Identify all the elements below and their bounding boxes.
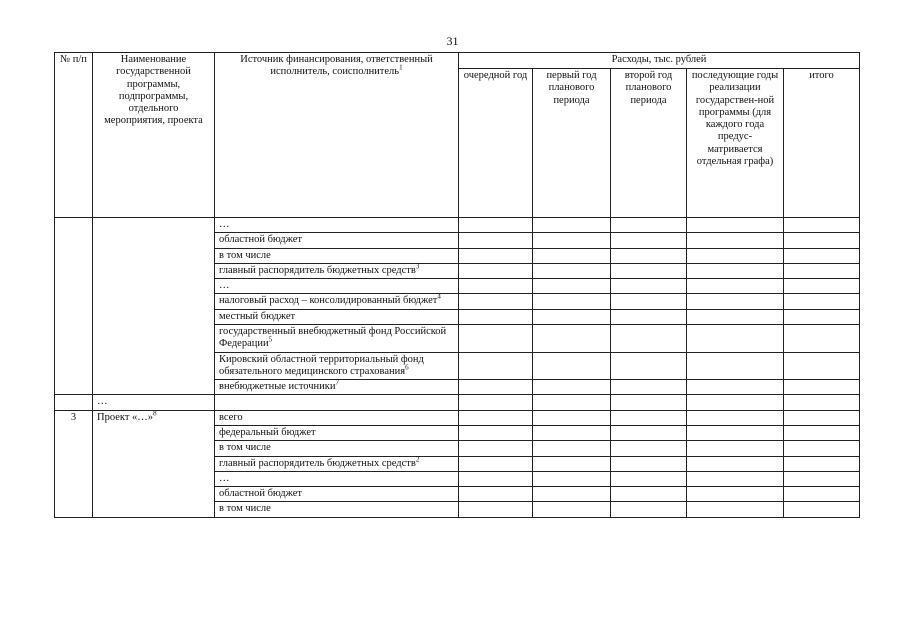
source-cell [215,395,459,410]
source-cell [215,324,459,352]
source-text: … [219,280,230,292]
header-source-text: Источник финансирования, ответственный исполнитель, соисполнитель [240,54,433,78]
value-cell [533,395,611,410]
value-cell [459,279,533,294]
block1-body [55,218,860,411]
source-cell [215,410,459,425]
value-cell [687,294,784,309]
value-cell [459,487,533,502]
footnote-mark: 6 [405,363,409,372]
row-number-cell [55,395,93,410]
source-cell [215,456,459,471]
project-body [55,410,860,517]
source-cell [215,441,459,456]
value-cell [611,263,687,278]
value-cell [687,309,784,324]
value-cell [459,263,533,278]
header-name: Наименование государственной программы, подпрограммы, отдельного мероприятия, проекта [93,53,215,218]
source-cell [215,294,459,309]
value-cell [611,456,687,471]
value-cell [459,425,533,440]
table-row [55,410,860,425]
value-cell [687,425,784,440]
value-cell [611,471,687,486]
value-cell [611,487,687,502]
value-cell [533,233,611,248]
value-cell [533,410,611,425]
project-number: 3 [55,410,93,517]
footnote-mark: 8 [153,409,157,418]
page-number: 31 [446,34,459,48]
value-cell [611,441,687,456]
value-cell [533,263,611,278]
value-cell [533,309,611,324]
value-cell [611,502,687,517]
value-cell [611,309,687,324]
value-cell [611,380,687,395]
value-cell [784,294,860,309]
value-cell [459,410,533,425]
value-cell [687,380,784,395]
ellipsis-row [55,395,860,410]
table-row [55,218,860,233]
value-cell [687,324,784,352]
source-text: в том числе [219,442,271,454]
header-expenses: Расходы, тыс. рублей [459,53,860,69]
value-cell [459,324,533,352]
value-cell [687,487,784,502]
footnote-mark: 3 [415,262,420,271]
source-cell [215,263,459,278]
value-cell [784,456,860,471]
source-cell [215,352,459,380]
value-cell [533,487,611,502]
value-cell [687,352,784,380]
header-total: итого [784,69,860,218]
source-text: в том числе [219,503,271,515]
value-cell [459,352,533,380]
value-cell [784,324,860,352]
source-text: Кировский областной территориальный фонд обязательного медицинского страхования [219,353,424,377]
header-second-plan-year: второй год планового периода [611,69,687,218]
value-cell [533,279,611,294]
footnote-mark: 4 [437,292,441,301]
project-name [93,410,215,517]
footnote-mark: 7 [335,378,340,387]
value-cell [459,380,533,395]
value-cell [687,441,784,456]
value-cell [687,395,784,410]
source-cell [215,502,459,517]
header-number: № п/п [55,53,93,218]
header-source [215,53,459,218]
value-cell [687,248,784,263]
value-cell [784,279,860,294]
value-cell [533,456,611,471]
footnote-mark: 1 [399,63,403,72]
footnote-mark: 5 [268,335,273,344]
source-text: … [219,472,230,484]
source-text: государственный внебюджетный фонд Российской Федерации [219,325,447,350]
value-cell [533,248,611,263]
value-cell [784,218,860,233]
source-cell [215,471,459,486]
value-cell [533,471,611,486]
value-cell [687,279,784,294]
value-cell [611,279,687,294]
value-cell [687,471,784,486]
source-cell [215,380,459,395]
value-cell [611,352,687,380]
source-cell [215,425,459,440]
value-cell [784,263,860,278]
source-cell [215,279,459,294]
value-cell [459,233,533,248]
source-text: главный распорядитель бюджетных средств [219,457,416,469]
value-cell [784,502,860,517]
source-text: внебюджетные источники [219,381,336,393]
value-cell [611,218,687,233]
budget-table [54,52,860,518]
source-cell [215,218,459,233]
value-cell [533,502,611,517]
source-text: всего [219,411,243,423]
value-cell [459,309,533,324]
value-cell [459,218,533,233]
value-cell [459,248,533,263]
value-cell [784,425,860,440]
value-cell [687,233,784,248]
source-cell [215,487,459,502]
value-cell [459,502,533,517]
value-cell [533,218,611,233]
value-cell [533,294,611,309]
value-cell [611,425,687,440]
project-name-text: Проект «…» [97,411,154,423]
value-cell [459,294,533,309]
source-text: местный бюджет [219,310,296,322]
value-cell [687,456,784,471]
value-cell [784,380,860,395]
value-cell [784,395,860,410]
value-cell [784,471,860,486]
source-text: в том числе [219,249,271,261]
value-cell [611,410,687,425]
value-cell [784,410,860,425]
value-cell [533,352,611,380]
value-cell [687,218,784,233]
value-cell [611,233,687,248]
value-cell [784,233,860,248]
source-text: областной бюджет [219,234,302,246]
header-first-plan-year: первый год планового периода [533,69,611,218]
value-cell [611,294,687,309]
value-cell [533,324,611,352]
value-cell [459,471,533,486]
value-cell [533,380,611,395]
value-cell [459,456,533,471]
value-cell [687,410,784,425]
value-cell [459,395,533,410]
source-cell [215,233,459,248]
source-text: … [219,219,230,230]
value-cell [784,248,860,263]
value-cell [784,441,860,456]
footnote-mark: 2 [415,455,420,463]
source-text: федеральный бюджет [219,426,316,438]
value-cell [611,324,687,352]
header-next-year: очередной год [459,69,533,218]
source-cell [215,248,459,263]
value-cell [784,309,860,324]
value-cell [611,248,687,263]
value-cell [611,395,687,410]
row-name-cell [93,218,215,395]
value-cell [687,502,784,517]
value-cell [533,425,611,440]
header-following-years: последующие годы реализации государствен-ной программы (для каждого года предус-матривается отдельная графа) [687,69,784,218]
source-text: налоговый расход – консолидированный бюджет [219,295,438,307]
source-text: главный распорядитель бюджетных средств [219,264,416,276]
source-cell [215,309,459,324]
source-text: областной бюджет [219,488,302,500]
value-cell [533,441,611,456]
value-cell [784,487,860,502]
row-number-cell [55,218,93,395]
ellipsis-cell: … [93,395,215,410]
value-cell [459,441,533,456]
value-cell [784,352,860,380]
value-cell [687,263,784,278]
